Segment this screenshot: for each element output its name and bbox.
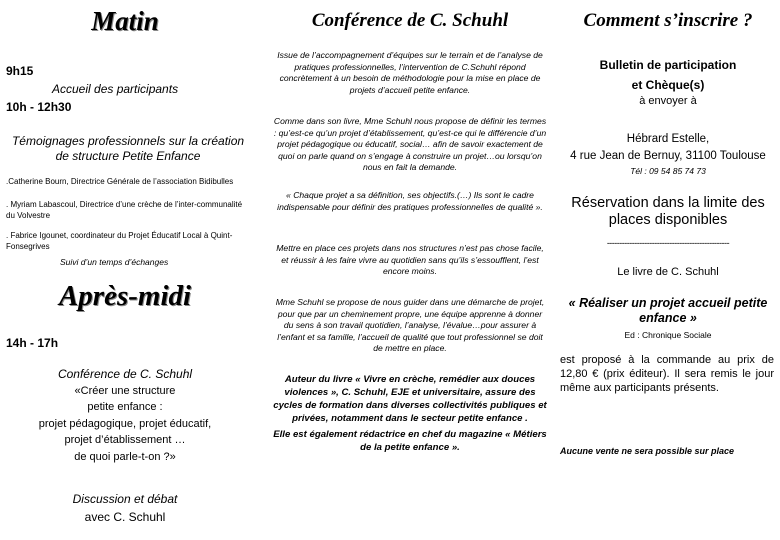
speaker-item: . Fabrice Igounet, coordinateur du Projet Éducatif Local à Quint-Fonsegrives — [6, 231, 233, 251]
conference-quote: « Chaque projet a sa définition, ses objectifs.(…) Ils sont le cadre indispensable pour définir des pratiques professionnelles de qualité ». — [277, 190, 543, 212]
conference-topic-line: de quoi parle-t-on ?» — [74, 450, 176, 463]
conference-paragraph: Comme dans son livre, Mme Schuhl nous propose de définir les termes : qu’est-ce qu’un projet d’établissement, qu’est-ce qui le différencie d’un projet pédagogique ou éducatif, social… afin de savoir exactement de quoi on parle quand on s’engage à construire un projet…ou lorsqu’on nous en fait la demande. — [273, 116, 547, 173]
conference-paragraph: Issue de l’accompagnement d’équipes sur le terrain et de l’analyse de pratiques professionnelles, l’intervention de C.Schuhl répond concrètement à un besoin de méthodologie pour la mise en place de projets d’accueil petite enfance. — [277, 50, 543, 95]
phone-number: Tél : 09 54 85 74 73 — [630, 166, 706, 176]
testimonies-title: Témoignages professionnels sur la création de structure Petite Enfance — [11, 134, 245, 163]
morning-time-1: 9h15 — [6, 64, 34, 78]
morning-time-2: 10h - 12h30 — [6, 100, 72, 114]
afternoon-time: 14h - 17h — [6, 336, 59, 350]
no-sale-note: Aucune vente ne sera possible sur place — [560, 446, 735, 456]
cheque-info: et Chèque(s) — [631, 78, 705, 92]
divider: ------------------------------------------------- — [606, 238, 730, 248]
book-title: « Réaliser un projet accueil petite enfance » — [568, 296, 768, 325]
contact-name: Hébrard Estelle, — [626, 133, 710, 145]
contact-address — [556, 131, 780, 165]
afternoon-title: Après-midi — [58, 280, 192, 312]
morning-title: Matin — [91, 6, 159, 36]
book-offer: est proposé à la commande au prix de 12,80 € (prix éditeur). Il sera remis le jour même aux participants présents. — [560, 354, 774, 394]
conference-paragraph: Mettre en place ces projets dans nos structures n’est pas chose facile, et réussir à les faire vivre au quotidien sans qu’ils s’essoufflent, l’est encore moins. — [276, 243, 544, 277]
exchange-note: Suivi d’un temps d’échanges — [60, 257, 169, 267]
conference-topic-line: projet d’établissement … — [64, 434, 186, 446]
author-bio-magazine: Elle est également rédactrice en chef du magazine « Métiers de la petite enfance ». — [273, 429, 547, 453]
book-publisher: Ed : Chronique Sociale — [624, 330, 712, 340]
registration-form-info — [556, 55, 780, 95]
street-address: 4 rue Jean de Bernuy, 31100 Toulouse — [570, 150, 766, 162]
conference-topic-line: «Créer une structure — [74, 384, 176, 397]
afternoon-conference-title: Conférence de C. Schuhl — [57, 367, 193, 381]
registration-column — [556, 0, 780, 540]
reservation-limit: Réservation dans la limite des places disponibles — [571, 195, 765, 228]
speaker-item: . Myriam Labascoul, Directrice d’une crèche de l’inter-communalité du Volvestre — [6, 200, 243, 220]
afternoon-conference — [0, 366, 250, 465]
author-bio: Auteur du livre « Vivre en crèche, remédier aux douces violences », C. Schuhl, EJE et universitaire, assure des cycles de formation dans diverses collectivités publiques et privées, notamment dans le secteur petite enfance . — [273, 374, 547, 424]
welcome-text: Accueil des participants — [52, 82, 179, 96]
conference-topic-line: petite enfance : — [87, 401, 163, 413]
program-column — [0, 0, 258, 540]
speaker-item: .Catherine Bourn, Directrice Générale de l’association Bidibulles — [6, 177, 234, 186]
discussion-block — [0, 490, 250, 526]
send-to-label: à envoyer à — [639, 95, 697, 107]
discussion-title: Discussion et débat — [72, 492, 178, 506]
registration-title: Comment s’inscrire ? — [583, 10, 753, 31]
participation-form: Bulletin de participation — [599, 58, 737, 72]
book-intro: Le livre de C. Schuhl — [617, 266, 719, 278]
conference-column — [266, 0, 554, 540]
conference-paragraph: Mme Schuhl se propose de nous guider dans une démarche de projet, pour que par un cheminement propre, une équipe apprenne à donner du sens à son travail quotidien, l’analyse, l’évalue…pour assurer à l’enfant et sa famille, l’accueil de qualité que tout professionnel se doit de mettre en place. — [275, 297, 545, 354]
discussion-host: avec C. Schuhl — [84, 510, 166, 524]
conference-title: Conférence de C. Schuhl — [311, 10, 509, 31]
conference-topic-line: projet pédagogique, projet éducatif, — [38, 417, 212, 430]
